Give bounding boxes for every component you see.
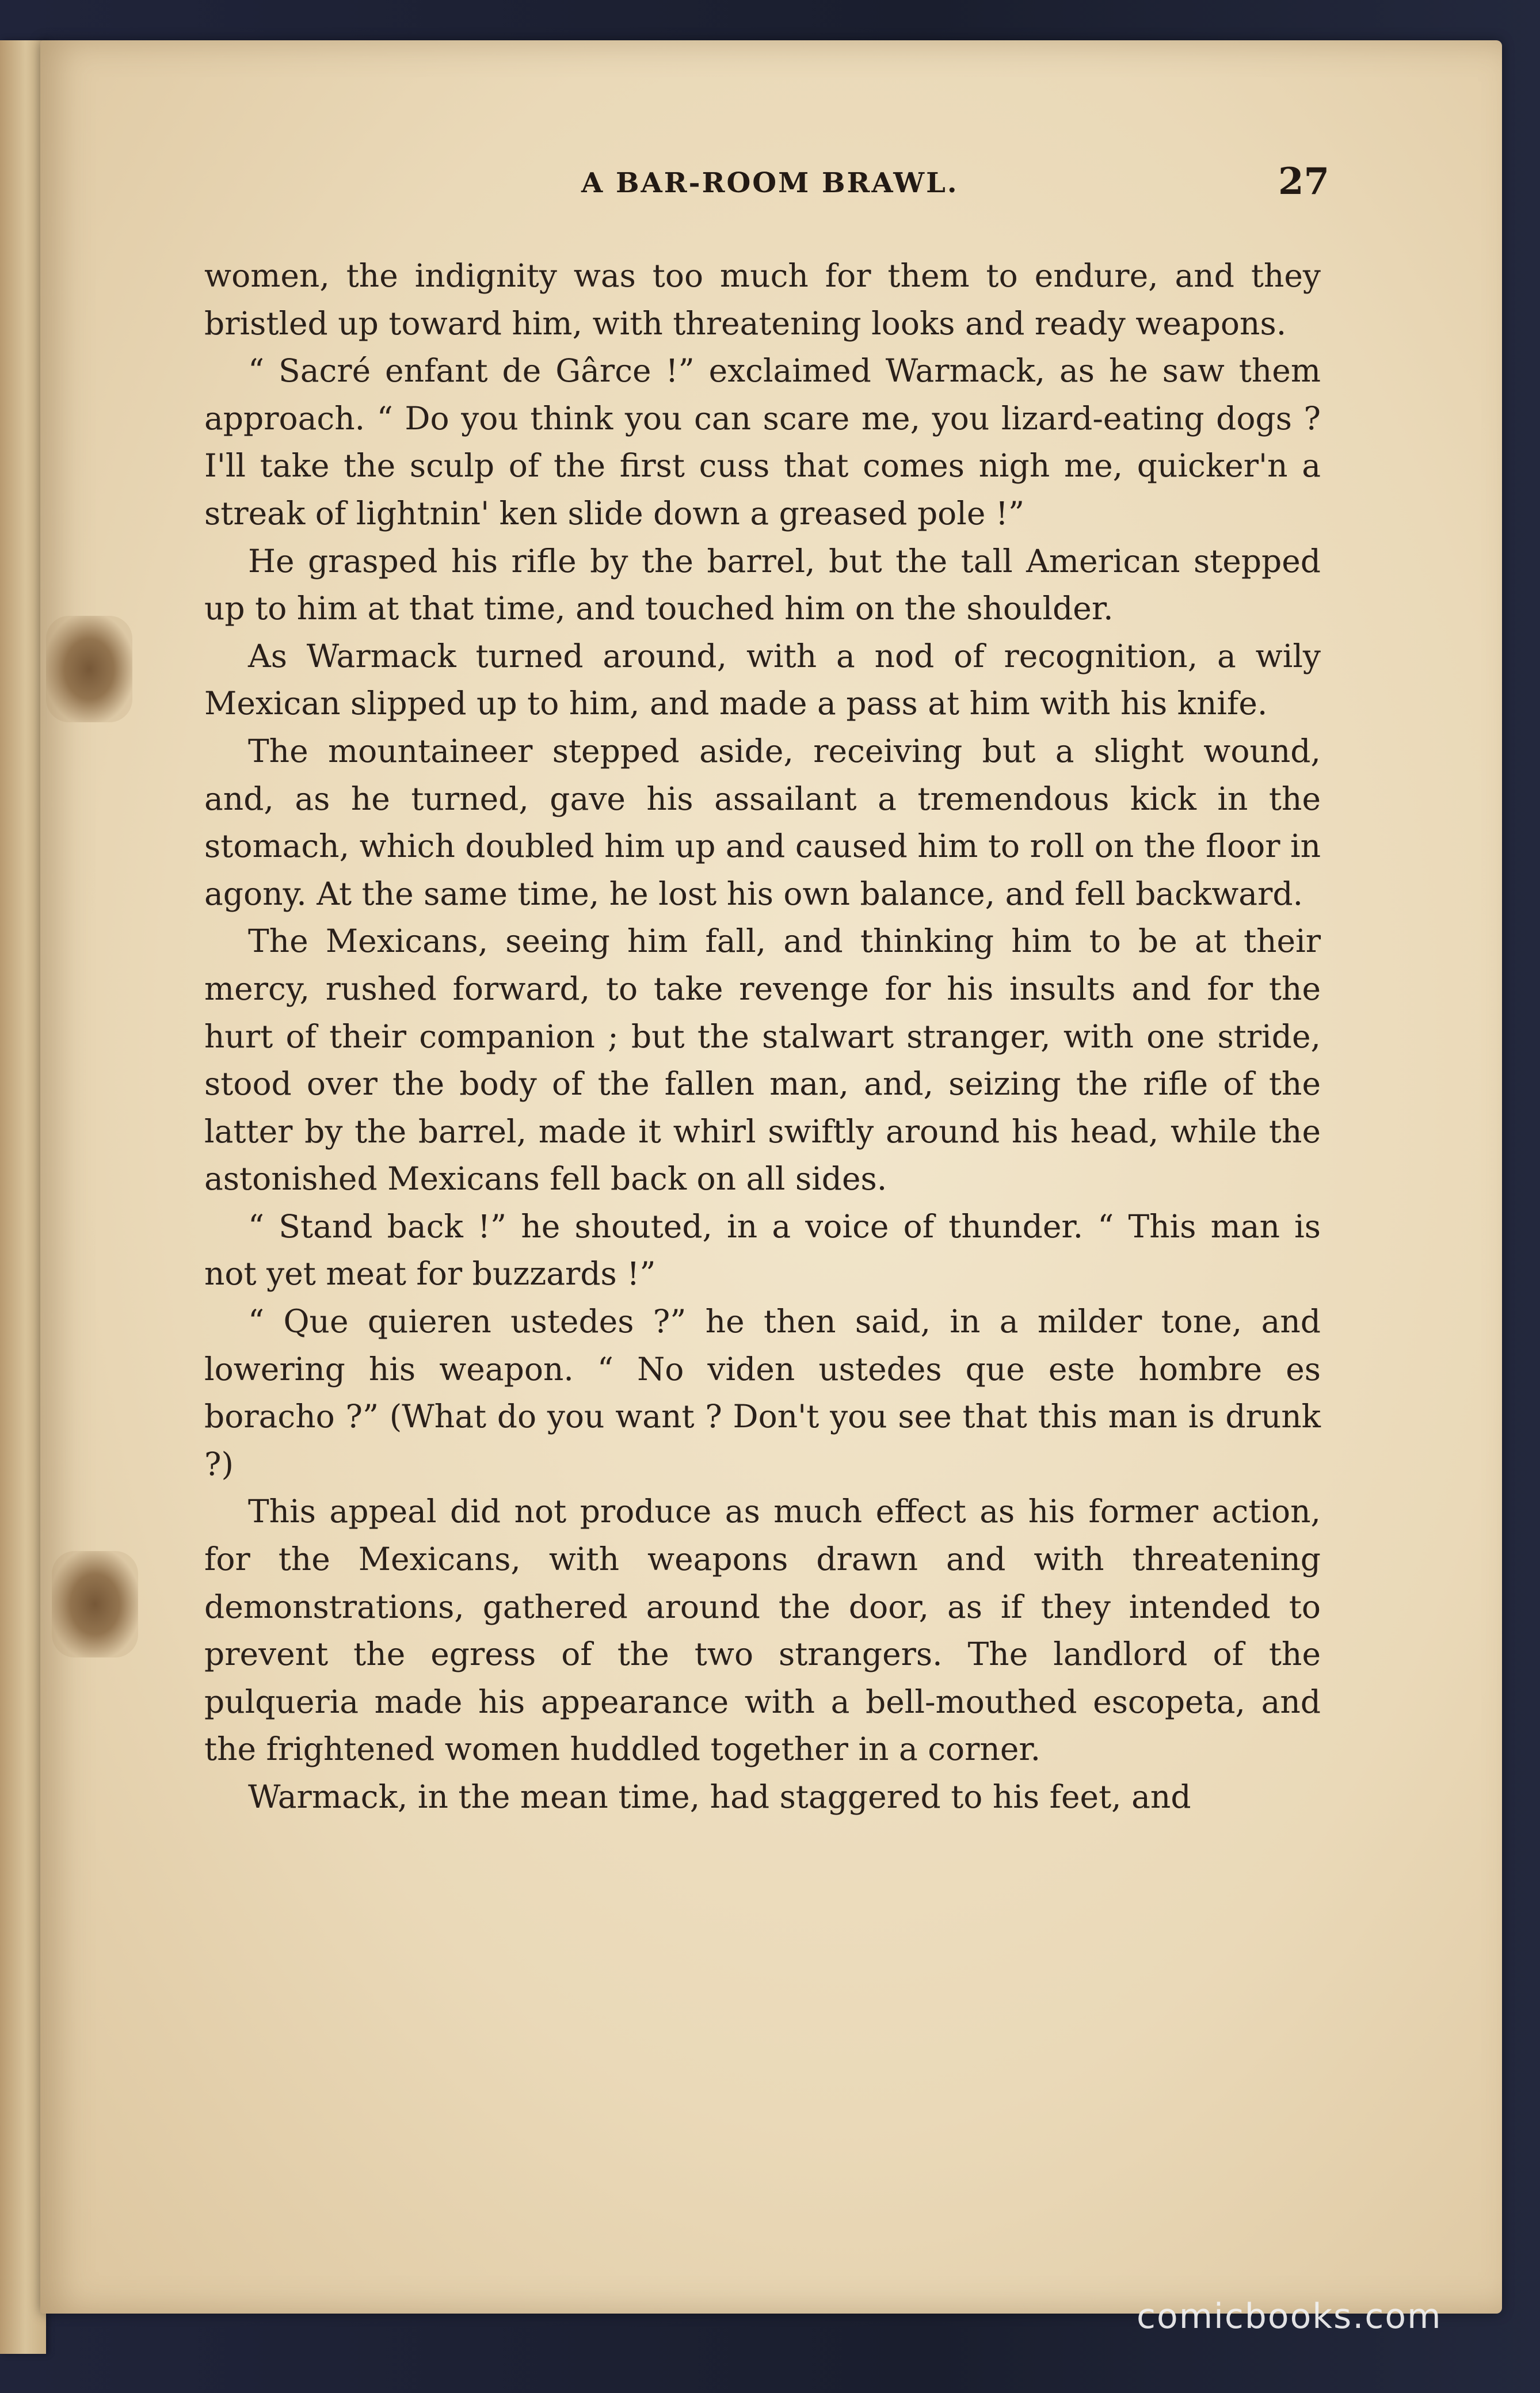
chapter-title: A BAR-ROOM BRAWL. — [581, 167, 959, 199]
binding-stitch-mark — [52, 1551, 138, 1657]
facing-page-edge — [0, 40, 46, 2354]
paragraph: This appeal did not produce as much effect as his former action, for the Mexicans, with weapons drawn and with threatening demonstrations, gathered around the door, as if they intended to prevent the egress of the two strangers. The landlord of the pulqueria made his appearance with a bell-mouthed escopeta, and the frightened women huddled together in a corner. — [204, 1493, 1321, 1768]
paragraph: “ Que quieren ustedes ?” he then said, in a milder tone, and lowering his weapon. “ No viden ustedes que este hombre es boracho ?” (What do you want ? Don't you see that this man is drunk ?) — [204, 1303, 1321, 1483]
paragraph: As Warmack turned around, with a nod of recognition, a wily Mexican slipped up to him, and made a pass at him with his knife. — [204, 637, 1321, 722]
page-number: 27 — [1278, 160, 1329, 203]
paragraph: The mountaineer stepped aside, receiving but a slight wound, and, as he turned, gave his assailant a tremendous kick in the stomach, which doubled him up and caused him to roll on the floor in agony. At the same time, he lost his own balance, and fell backward. — [204, 732, 1321, 912]
paragraph: “ Stand back !” he shouted, in a voice of thunder. “ This man is not yet meat for buzzards !” — [204, 1207, 1321, 1293]
paragraph: The Mexicans, seeing him fall, and thinking him to be at their mercy, rushed forward, to take revenge for his insults and for the hurt of their companion ; but the stalwart stranger, with one stride, stood over the body of the fallen man, and, seizing the rifle of the latter by the barrel, made it whirl swiftly around his head, while the astonished Mexicans fell back on all sides. — [204, 923, 1321, 1198]
paragraph: “ Sacré enfant de Gârce !” exclaimed Warmack, as he saw them approach. “ Do you think you can scare me, you lizard-eating dogs ? I'll take the sculp of the first cuss that comes nigh me, quicker'n a streak of lightnin' ken slide down a greased pole !” — [204, 352, 1321, 532]
paragraph: He grasped his rifle by the barrel, but the tall American stepped up to him at that time, and touched him on the shoulder. — [204, 542, 1321, 627]
paragraph: Warmack, in the mean time, had staggered to his feet, and — [248, 1778, 1191, 1815]
site-watermark: comicbooks.com — [1137, 2296, 1442, 2337]
body-text — [204, 252, 1321, 1821]
paragraph: women, the indignity was too much for them to endure, and they bristled up toward him, with threatening looks and ready weapons. — [204, 257, 1321, 342]
running-head — [207, 160, 1329, 213]
binding-stitch-mark — [46, 616, 132, 722]
